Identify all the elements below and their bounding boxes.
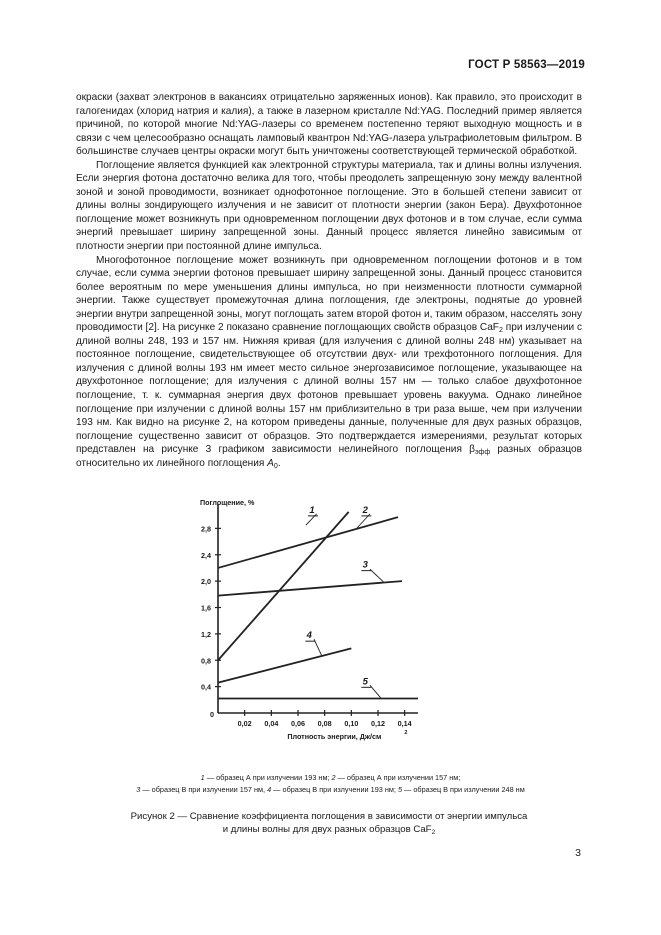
series-label-5: 5 (362, 676, 368, 688)
legend-text-4: — образец В при излучении 193 нм; (271, 785, 398, 794)
legend-number-5: 5 (397, 785, 402, 794)
legend-number-3: 3 (136, 785, 141, 794)
paragraph-3-part-b: при излучении с длиной волны 248, 193 и 157 нм. Нижняя кривая (для излучения с длиной волны 248 нм) указывает на постоянное поглощение, свидетельствующее об отсутствии двух- или трехфотонного поглощения. Для излучения с длиной волны 193 нм имеет место сильное энергозависимое поглощение, указывающее на двухфотонное поглощение; для излучения с длиной волны 157 нм — только слабое двухфотонное поглощение, т. к. суммарная энергия двух фотонов превышает уровень вакуума. Однако линейное поглощение при излучении с длиной волны 157 нм приблизительно в три раза выше, чем при излучении 193 нм. Как видно на рисунке 2, на котором приведены данные, полученные для двух разных образцов, поглощение существенно зависит от образцов. Это подтверждается измерениями, результат которых представлен на рисунке 3 графиком зависимости нелинейного поглощения (76, 322, 582, 456)
legend-text-1: — образец А при излучении 193 нм; (204, 773, 332, 782)
figure-caption (76, 810, 582, 836)
x-tick-label: 0,08 (317, 719, 332, 728)
x-axis-label-sup: 2 (404, 730, 408, 736)
legend-line-2 (60, 784, 601, 796)
series-leader-4 (314, 639, 322, 656)
paragraph-3-part-c: разных образцов относительно их линейного поглощения (76, 444, 582, 469)
legend-text-3: — образец В при излучении 157 нм, (140, 785, 268, 794)
a-subscript: 0 (273, 462, 278, 470)
document-code: ГОСТ Р 58563—2019 (468, 59, 585, 71)
series-line-2 (218, 517, 398, 568)
a-symbol: A (267, 457, 274, 469)
series-label-1: 1 (309, 504, 315, 516)
series-line-3 (218, 581, 402, 596)
absorption-chart (180, 492, 450, 767)
beta-subscript: эфф (474, 449, 491, 457)
caption-line-1: Рисунок 2 — Сравнение коэффициента поглощения в зависимости от энергии импульса (130, 811, 528, 822)
x-axis-label: Плотность энергии, Дж/см (287, 732, 382, 741)
x-tick-label: 0,14 (397, 719, 412, 728)
y-tick-label: 1,6 (201, 603, 211, 613)
x-tick-label: 0,12 (371, 719, 385, 728)
figure-legend (60, 772, 601, 796)
legend-text-2: — образец А при излучении 157 нм; (335, 773, 461, 782)
legend-number-4: 4 (267, 785, 272, 794)
x-tick-label: 0,04 (264, 719, 279, 728)
legend-text-5: — образец В при излучении 248 нм (402, 785, 525, 794)
paragraph-3-part-a: Многофотонное поглощение может возникнуть при одновременном поглощении фотонов и в том случае, если сумма энергии фотонов превышает ширину запрещенной зоны. Данный процесс становится более вероятным по мере уменьшения длины импульса, но при неизменности плотности суммарной энергии. Также существует промежуточная длина поглощения, где электроны, поднятые до уровней энергии внутри запрещенной зоны, могут поглощать затем второй фотон и, таким образом, насселять зону проводимости [2]. На рисунке 2 показано сравнение поглощающих свойств образцов CaF (76, 254, 582, 334)
caption-line-2-text: и длины волны для двух разных образцов CaF (222, 824, 432, 835)
y-tick-label: 0,8 (201, 656, 211, 666)
y-tick-label: 0,4 (201, 682, 211, 692)
y-tick-label: 1,2 (201, 629, 211, 639)
x-tick-label: 0,06 (291, 719, 305, 728)
x-tick-label: 0,10 (344, 719, 359, 728)
y-tick-label: 2,4 (201, 550, 211, 560)
caption-line-2 (76, 823, 582, 836)
y-tick-label: 2,8 (201, 524, 211, 534)
paragraph-2: Поглощение является функцией как электронной структуры материала, так и длины волны излучения. Если энергия фотона достаточно велика для того, чтобы преодолеть запрещенную зону между валентной зоной и зоной проводимости, возникает однофотонное поглощение. Это в большей степени зависит от длины волны зондирующего излучения и не зависит от плотности энергии (закон Бера). Двухфотонное поглощение может возникнуть при одновременном поглощении двух фотонов и в том случае, если сумма энергий превышает ширину запрещенной зоны. Данный процесс является линейно зависимым от плотности энергии при постоянной длине импульса. (76, 159, 582, 253)
paragraph-3-end: . (277, 457, 281, 469)
legend-number-1: 1 (200, 773, 205, 782)
caf2-subscript: 2 (498, 327, 503, 335)
paragraph-1: окраски (захват электронов в вакансиях отрицательно заряженных ионов). Как правило, это происходит в галогенидах (хлорид натрия и калия), а также в лазерном кристалле Nd:YAG. Последний пример является причиной, по которой многие Nd:YAG-лазеры со временем постепенно теряют выходную мощность и в связи с чем целесообразно оснащать ламповый квантрон Nd:YAG-лазера ультрафиолетовым фильтром. В большинстве случаев центры окраски могут быть уничтожены соответствующей термической обработкой. (76, 92, 582, 158)
series-label-4: 4 (306, 630, 312, 642)
series-leader-5 (370, 685, 381, 698)
series-label-3: 3 (362, 559, 368, 571)
legend-number-2: 2 (331, 773, 336, 782)
chart-svg (180, 492, 450, 767)
page-number: 3 (575, 847, 581, 859)
series-label-2: 2 (362, 504, 368, 516)
y-axis-label: Поглощение, % (200, 498, 255, 507)
y-tick-label: 2,0 (201, 577, 211, 587)
paragraph-3 (76, 254, 582, 471)
body-text (76, 91, 582, 470)
x-tick-label: 0,02 (237, 719, 252, 728)
origin-label: 0 (210, 710, 214, 719)
series-line-4 (218, 648, 351, 682)
legend-line-1 (60, 772, 601, 784)
beta-symbol: β (469, 444, 475, 456)
caption-subscript: 2 (431, 829, 436, 836)
series-leader-3 (370, 569, 383, 582)
